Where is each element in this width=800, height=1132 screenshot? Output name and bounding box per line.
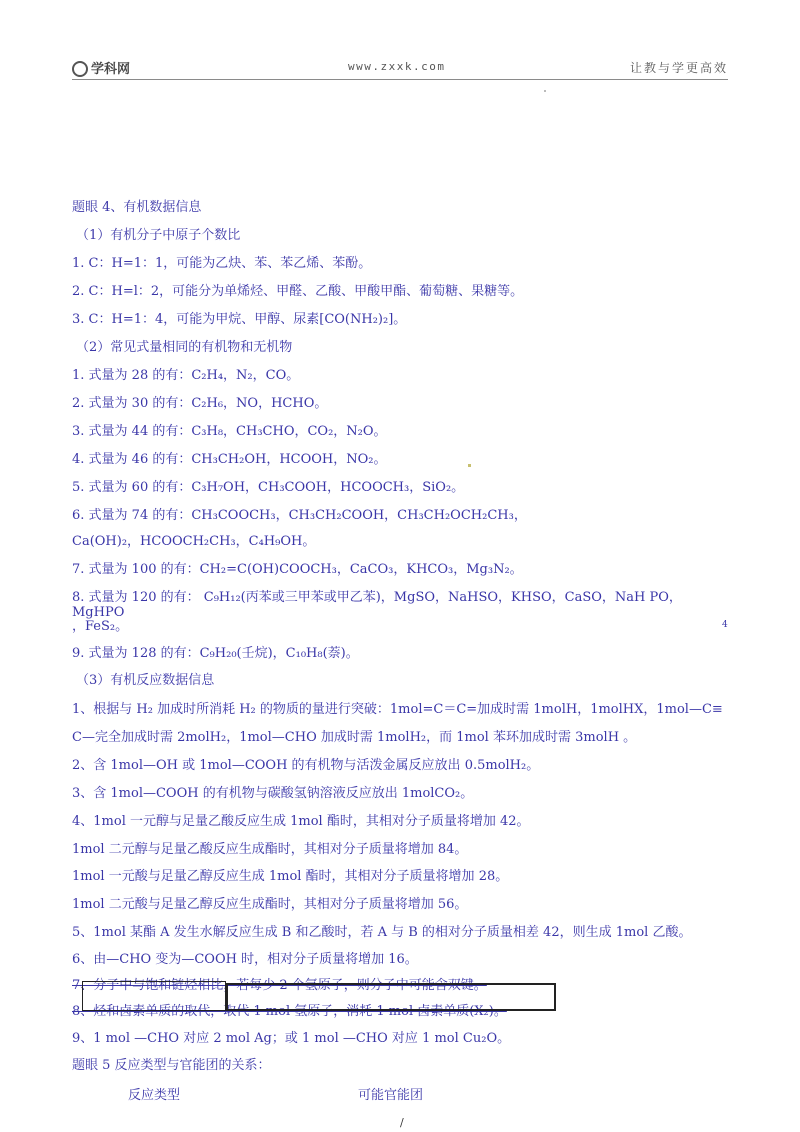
subsection-ratio: （1）有机分子中原子个数比 (76, 228, 241, 243)
reaction-line-3: 3、含 1mol—COOH 的有机物与碳酸氢钠溶液反应放出 1molCO₂。 (72, 786, 474, 801)
header-divider (72, 79, 728, 80)
ratio-line-2: 2. C：H=l：2，可能分为单烯烃、甲醛、乙酸、甲酸甲酯、葡萄糖、果糖等。 (72, 284, 524, 299)
mass-line-3: 3. 式量为 44 的有：C₃H₈，CH₃CHO，CO₂，N₂O。 (72, 424, 387, 439)
reaction-line-9: 9、1 mol —CHO 对应 2 mol Ag；或 1 mol —CHO 对应 1 mol Cu₂O。 (72, 1031, 511, 1046)
subsection-formula-weight: （2）常见式量相同的有机物和无机物 (76, 340, 293, 355)
site-logo (72, 58, 130, 77)
table-cell-border (226, 983, 556, 1011)
reaction-line-4b: 1mol 二元醇与足量乙酸反应生成酯时，其相对分子质量将增加 84。 (72, 842, 468, 857)
column-header-functional-group: 可能官能团 (358, 1088, 424, 1103)
ratio-line-1: 1. C：H=1：1，可能为乙炔、苯、苯乙烯、苯酚。 (72, 256, 372, 271)
site-url: www.zxxk.com (348, 60, 446, 73)
mass-line-1: 1. 式量为 28 的有：C₂H₄，N₂，CO。 (72, 368, 300, 383)
mass-line-6: 6. 式量为 74 的有：CH₃COOCH₃，CH₃CH₂COOH，CH₃CH₂OCH₂CH₃， (72, 508, 527, 523)
reaction-line-8: 8、烃和卤素单质的取代，取代 1 mol 氢原子，消耗 1 mol 卤素单质(X₂)。 (72, 1004, 507, 1019)
logo-icon (72, 61, 88, 77)
ratio-line-3: 3. C：H=1：4，可能为甲烷、甲醇、尿素[CO(NH₂)₂]。 (72, 312, 407, 327)
reaction-line-4c: 1mol 一元酸与足量乙醇反应生成 1mol 酯时，其相对分子质量将增加 28。 (72, 869, 509, 884)
mass-line-6-cont: Ca(OH)₂，HCOOCH₂CH₃，C₄H₉OH。 (72, 534, 316, 549)
table-cell-border (82, 981, 226, 1011)
mass-line-2: 2. 式量为 30 的有：C₂H₆，NO，HCHO。 (72, 396, 328, 411)
reaction-line-1: 1、根据与 H₂ 加成时所消耗 H₂ 的物质的量进行突破：1mol=C＝C=加成时需 1molH，1molHX，1mol—C≡ (72, 702, 723, 717)
mass-line-8: 8. 式量为 120 的有： C₉H₁₂(丙苯或三甲苯或甲乙苯)，MgSO，NaHSO，KHSO，CaSO，NaH PO， (72, 590, 682, 605)
reaction-line-5: 5、1mol 某酯 A 发生水解反应生成 B 和乙酸时，若 A 与 B 的相对分子质量相差 42，则生成 1mol 乙酸。 (72, 925, 692, 940)
mass-line-8-end: ，FeS₂。 (72, 619, 129, 634)
mass-line-7: 7. 式量为 100 的有：CH₂=C(OH)COOCH₃，CaCO₃，KHCO₃，Mg₃N₂。 (72, 562, 523, 577)
page-number: / (400, 1116, 404, 1129)
mass-line-4: 4. 式量为 46 的有：CH₃CH₂OH，HCOOH，NO₂。 (72, 452, 387, 467)
speck (544, 90, 546, 92)
reaction-line-7: 7、分子中与饱和链烃相比，若每少 2 个氢原子，则分子中可能含双键。 (72, 978, 487, 993)
subsection-reaction-data: （3）有机反应数据信息 (76, 673, 215, 688)
logo-text: 学科网 (91, 62, 131, 77)
mass-line-9: 9. 式量为 128 的有：C₉H₂₀(壬烷)，C₁₀H₈(萘)。 (72, 646, 359, 661)
reaction-line-4: 4、1mol 一元醇与足量乙酸反应生成 1mol 酯时，其相对分子质量将增加 42。 (72, 814, 530, 829)
section4-title: 题眼 4、有机数据信息 (72, 200, 202, 215)
reaction-line-2: 2、含 1mol—OH 或 1mol—COOH 的有机物与活泼金属反应放出 0.5molH₂。 (72, 758, 540, 773)
speck (468, 464, 471, 467)
column-header-reaction-type: 反应类型 (128, 1088, 181, 1103)
mass-line-5: 5. 式量为 60 的有：C₃H₇OH，CH₃COOH，HCOOCH₃，SiO₂。 (72, 480, 465, 495)
site-slogan: 让教与学更高效 (629, 61, 728, 75)
reaction-line-4d: 1mol 二元酸与足量乙醇反应生成酯时，其相对分子质量将增加 56。 (72, 897, 468, 912)
page-header (72, 56, 728, 78)
section5-title: 题眼 5 反应类型与官能团的关系： (72, 1058, 271, 1073)
stray-subscript: 4 (722, 620, 728, 630)
reaction-line-1-cont: C—完全加成时需 2molH₂，1mol—CHO 加成时需 1molH₂，而 1mol 苯环加成时需 3molH 。 (72, 730, 637, 745)
reaction-line-6: 6、由—CHO 变为—COOH 时，相对分子质量将增加 16。 (72, 952, 418, 967)
mass-line-8-cont: MgHPO (72, 605, 125, 620)
